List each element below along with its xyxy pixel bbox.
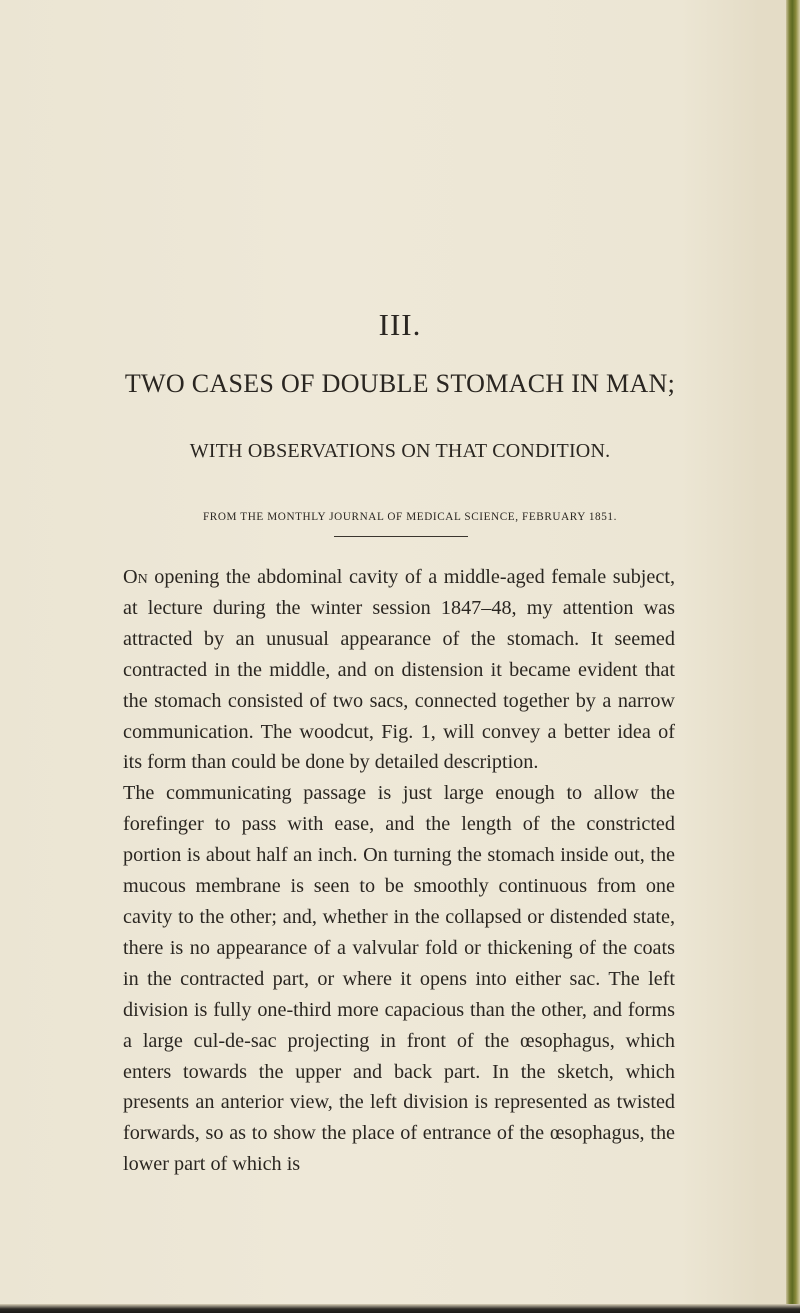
page-edge [786,0,800,1313]
paragraph-text: opening the abdominal cavity of a middle-aged female subject, at lecture during the winter session 1847–48, my attention was attracted by an unusual appearance of the stomach. It seemed contracted in the middle, and on distension it became evident that the stomach consisted of two sacs, connected together by a narrow communication. The woodcut, Fig. 1, will convey a better idea of its form than could be done by detailed description. [123,566,675,774]
source-citation: FROM THE MONTHLY JOURNAL OF MEDICAL SCIENCE, FEBRUARY 1851. [202,511,618,523]
paragraph-lead: On [123,566,148,588]
body-text [123,562,675,1180]
paragraph-1 [123,562,675,778]
chapter-numeral: III. [378,307,422,342]
page-bottom-edge [0,1304,800,1313]
divider-rule [334,536,468,537]
paragraph-text: The communicating passage is just large enough to allow the forefinger to pass with ease, and the length of the constricted portion is about half an inch. On turning the stomach inside out, the mucous membrane is seen to be smoothly continuous from one cavity to the other; and, whether in the collapsed or distended state, there is no appearance of a valvular fold or thickening of the coats in the contracted part, or where it opens into either sac. The left division is fully one-third more capacious than the other, and forms a large cul-de-sac projecting in front of the œsophagus, which enters towards the upper and back part. In the sketch, which presents an anterior view, the left division is represented as twisted forwards, so as to show the place of entrance of the œsophagus, the lower part of which is [123,782,675,1176]
document-title: TWO CASES OF DOUBLE STOMACH IN MAN; [124,369,676,398]
document-subtitle: WITH OBSERVATIONS ON THAT CONDITION. [189,440,611,462]
paragraph-2 [123,778,675,1180]
